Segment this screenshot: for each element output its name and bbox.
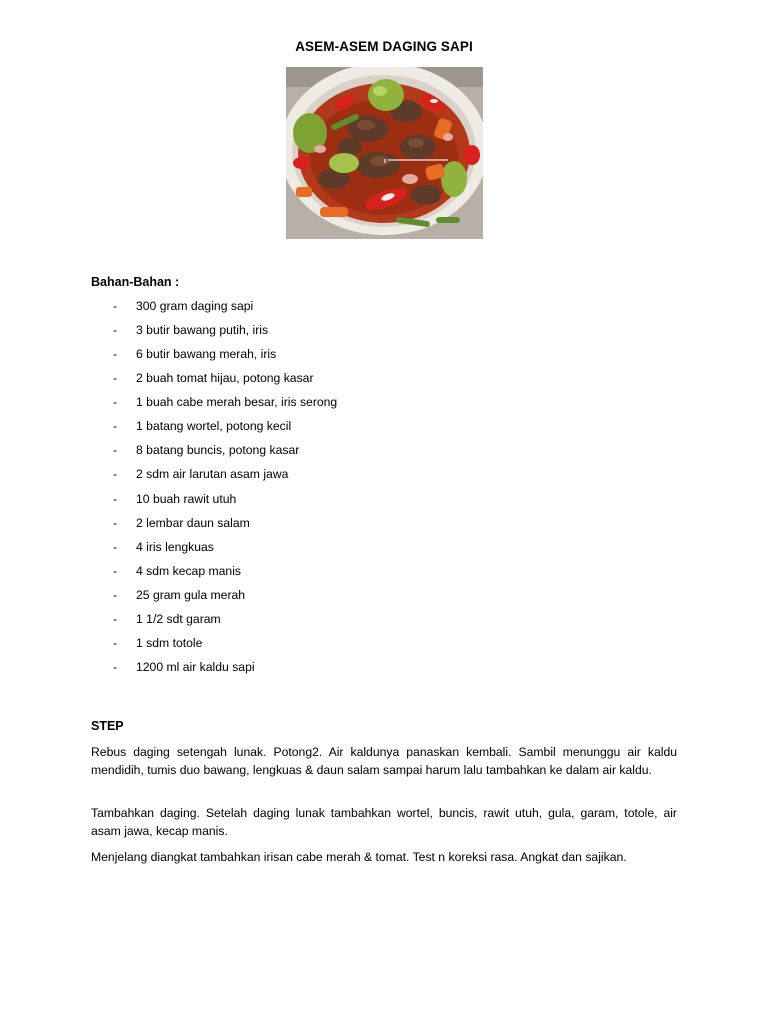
bullet-dash: - <box>113 323 118 338</box>
ingredients-list <box>0 299 768 684</box>
list-item <box>0 636 768 660</box>
ingredient-text: 1 sdm totole <box>136 635 203 650</box>
list-item <box>0 492 768 516</box>
bullet-dash: - <box>113 515 118 530</box>
list-item <box>0 347 768 371</box>
step-paragraph-3: Menjelang diangkat tambahkan irisan cabe merah & tomat. Test n koreksi rasa. Angkat dan sajikan. <box>91 850 627 864</box>
list-item <box>0 516 768 540</box>
list-item <box>0 419 768 443</box>
ingredients-heading: Bahan-Bahan : <box>91 275 180 289</box>
steps-heading: STEP <box>91 719 124 733</box>
list-item <box>0 564 768 588</box>
ingredient-text: 1 buah cabe merah besar, iris serong <box>136 395 338 410</box>
list-item <box>0 443 768 467</box>
bullet-dash: - <box>113 419 118 434</box>
bullet-dash: - <box>113 371 118 386</box>
ingredient-text: 2 sdm air larutan asam jawa <box>136 467 289 482</box>
list-item <box>0 612 768 636</box>
ingredient-text: 8 batang buncis, potong kasar <box>136 443 300 458</box>
bullet-dash: - <box>113 347 118 362</box>
bullet-dash: - <box>113 467 118 482</box>
list-item <box>0 660 768 684</box>
ingredient-text: 6 butir bawang merah, iris <box>136 347 277 362</box>
bullet-dash: - <box>113 299 118 313</box>
document-title: ASEM-ASEM DAGING SAPI <box>295 39 473 54</box>
bullet-dash: - <box>113 563 118 578</box>
list-item <box>0 395 768 419</box>
ingredient-text: 1200 ml air kaldu sapi <box>136 659 255 674</box>
step-paragraph-1: Rebus daging setengah lunak. Potong2. Air kaldunya panaskan kembali. Sambil menunggu air kaldu mendidih, tumis duo bawang, lengkuas & daun salam sampai harum lalu tambahkan ke dalam air kaldu. <box>91 745 677 777</box>
step-paragraph-2: Tambahkan daging. Setelah daging lunak tambahkan wortel, buncis, rawit utuh, gula, garam, totole, air asam jawa, kecap manis. <box>91 806 677 838</box>
bullet-dash: - <box>113 395 118 410</box>
bullet-dash: - <box>113 491 118 506</box>
ingredient-text: 1 1/2 sdt garam <box>136 611 221 626</box>
bullet-dash: - <box>113 539 118 554</box>
list-item <box>0 467 768 491</box>
ingredient-text: 10 buah rawit utuh <box>136 491 237 506</box>
ingredient-text: 4 sdm kecap manis <box>136 563 241 578</box>
ingredient-text: 3 butir bawang putih, iris <box>136 323 269 338</box>
list-item <box>0 371 768 395</box>
ingredient-text: 2 buah tomat hijau, potong kasar <box>136 371 314 386</box>
bullet-dash: - <box>113 635 118 650</box>
list-item <box>0 323 768 347</box>
bullet-dash: - <box>113 587 118 602</box>
ingredient-text: 2 lembar daun salam <box>136 515 250 530</box>
ingredient-text: 4 iris lengkuas <box>136 539 214 554</box>
ingredient-text: 25 gram gula merah <box>136 587 246 602</box>
list-item <box>0 588 768 612</box>
bullet-dash: - <box>113 443 118 458</box>
ingredient-text: 1 batang wortel, potong kecil <box>136 419 292 434</box>
bullet-dash: - <box>113 611 118 626</box>
list-item <box>0 540 768 564</box>
list-item <box>0 299 768 323</box>
soup-bowl-photo <box>286 67 483 239</box>
bullet-dash: - <box>113 659 118 674</box>
ingredient-text: 300 gram daging sapi <box>136 299 254 313</box>
